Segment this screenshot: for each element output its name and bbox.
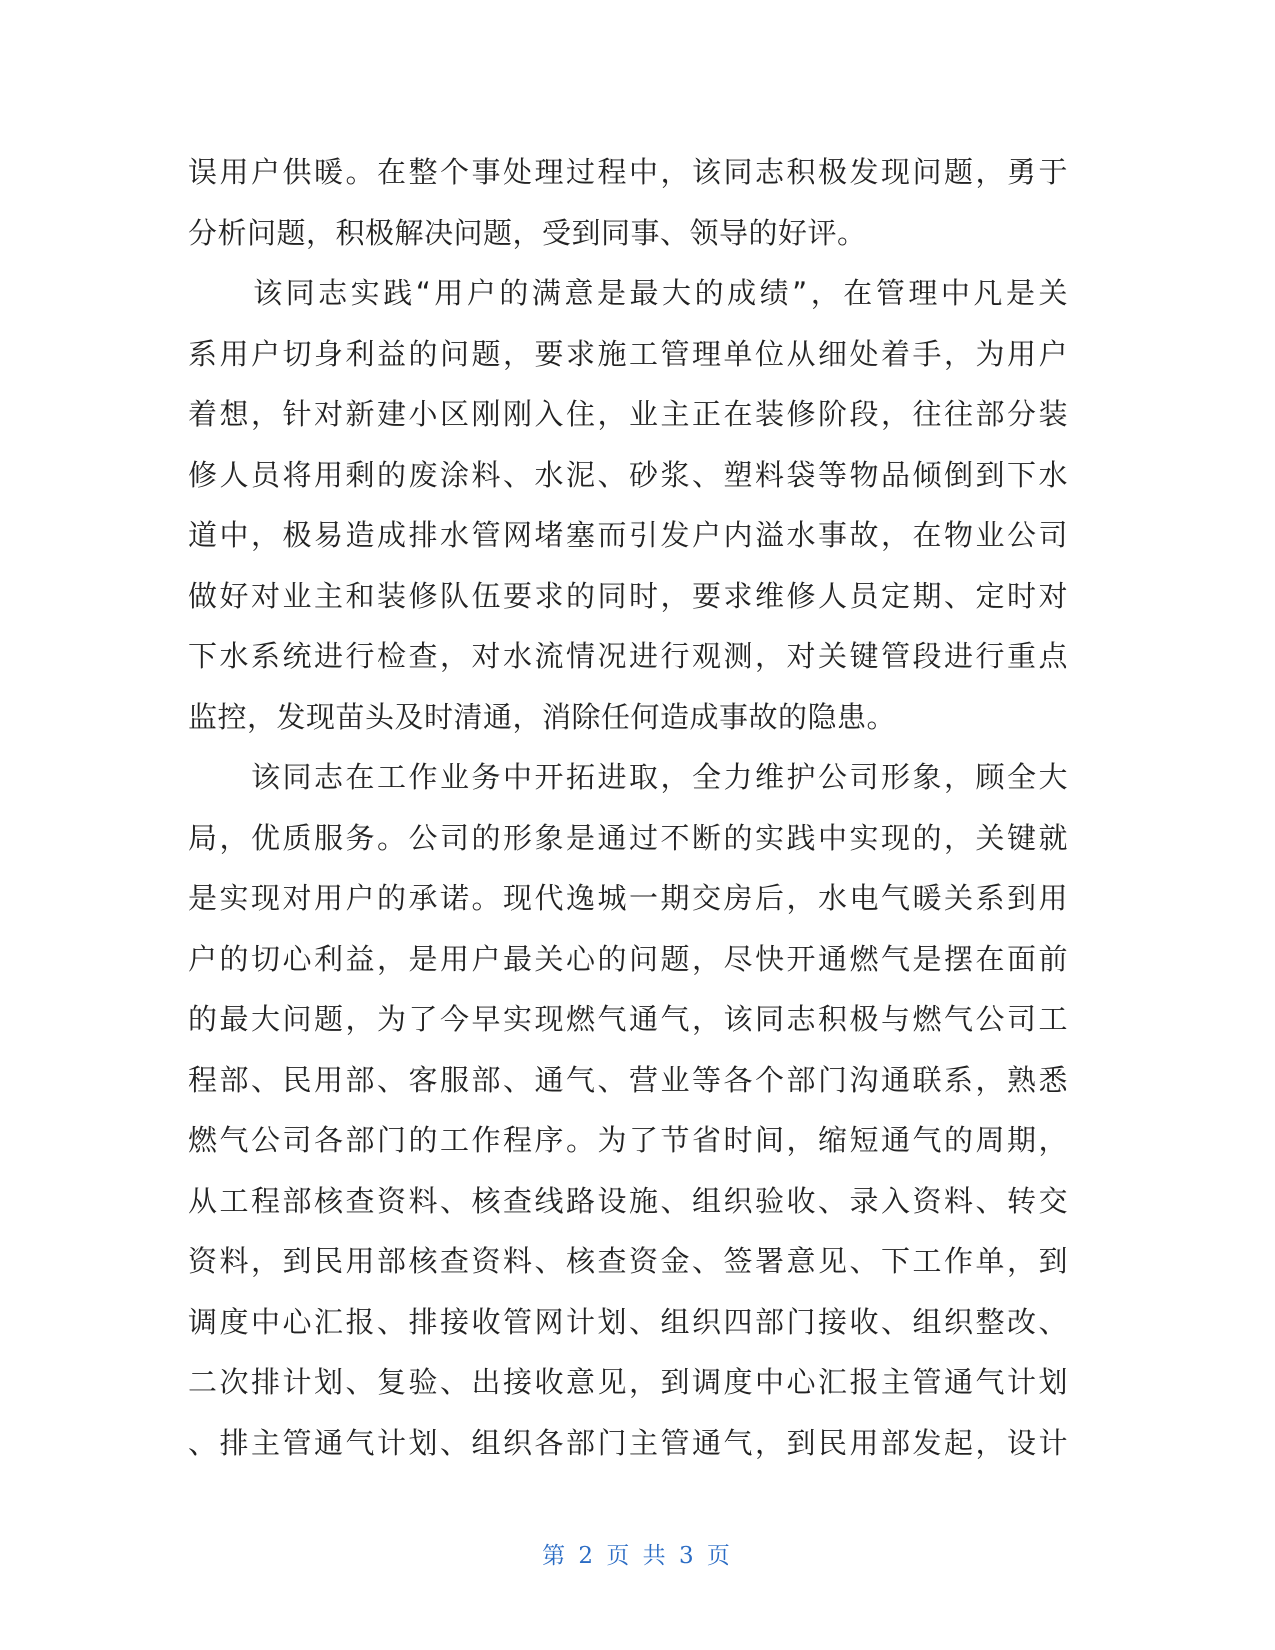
text-line-19: 资料，到民用部核查资料、核查资金、签署意见、下工作单，到 (188, 1244, 1068, 1278)
page-number-label: 第 2 页 共 3 页 (542, 1543, 733, 1569)
text-line-15: 的最大问题，为了今早实现燃气通气，该同志积极与燃气公司工 (188, 1002, 1068, 1036)
page-footer (0, 1537, 1275, 1570)
text-line-5: 着想，针对新建小区刚刚入住，业主正在装修阶段，往往部分装 (188, 397, 1068, 431)
text-line-3: 该同志实践“用户的满意是最大的成绩”，在管理中凡是关 (188, 276, 1068, 310)
text-line-14: 户的切心利益，是用户最关心的问题，尽快开通燃气是摆在面前 (188, 941, 1068, 976)
text-line-17: 燃气公司各部门的工作程序。为了节省时间，缩短通气的周期， (188, 1123, 1068, 1157)
text-line-13: 是实现对用户的承诺。现代逸城一期交房后，水电气暖关系到用 (188, 881, 1068, 915)
text-line-22: 、排主管通气计划、组织各部门主管通气，到民用部发起，设计 (188, 1425, 1068, 1460)
text-line-8: 做好对业主和装修队伍要求的同时，要求维修人员定期、定时对 (188, 578, 1068, 613)
text-line-18: 从工程部核查资料、核查线路设施、组织验收、录入资料、转交 (188, 1183, 1068, 1218)
text-line-16: 程部、民用部、客服部、通气、营业等各个部门沟通联系，熟悉 (188, 1062, 1068, 1097)
document-body (188, 142, 1068, 1473)
text-line-10: 监控，发现苗头及时清通，消除任何造成事故的隐患。 (188, 699, 897, 734)
text-line-9: 下水系统进行检查，对水流情况进行观测，对关键管段进行重点 (188, 639, 1068, 673)
text-line-6: 修人员将用剩的废涂料、水泥、砂浆、塑料袋等物品倾倒到下水 (188, 457, 1068, 492)
text-line-20: 调度中心汇报、排接收管网计划、组织四部门接收、组织整改、 (188, 1304, 1068, 1339)
text-line-2: 分析问题，积极解决问题，受到同事、领导的好评。 (188, 215, 867, 250)
text-line-7: 道中，极易造成排水管网堵塞而引发户内溢水事故，在物业公司 (188, 518, 1068, 552)
text-line-21: 二次排计划、复验、出接收意见，到调度中心汇报主管通气计划 (188, 1365, 1068, 1399)
text-line-12: 局，优质服务。公司的形象是通过不断的实践中实现的，关键就 (188, 820, 1068, 855)
text-line-4: 系用户切身利益的问题，要求施工管理单位从细处着手，为用户 (188, 336, 1068, 371)
text-line-11: 该同志在工作业务中开拓进取，全力维护公司形象，顾全大 (188, 760, 1068, 794)
text-line-1: 误用户供暖。在整个事处理过程中，该同志积极发现问题，勇于 (188, 155, 1068, 189)
